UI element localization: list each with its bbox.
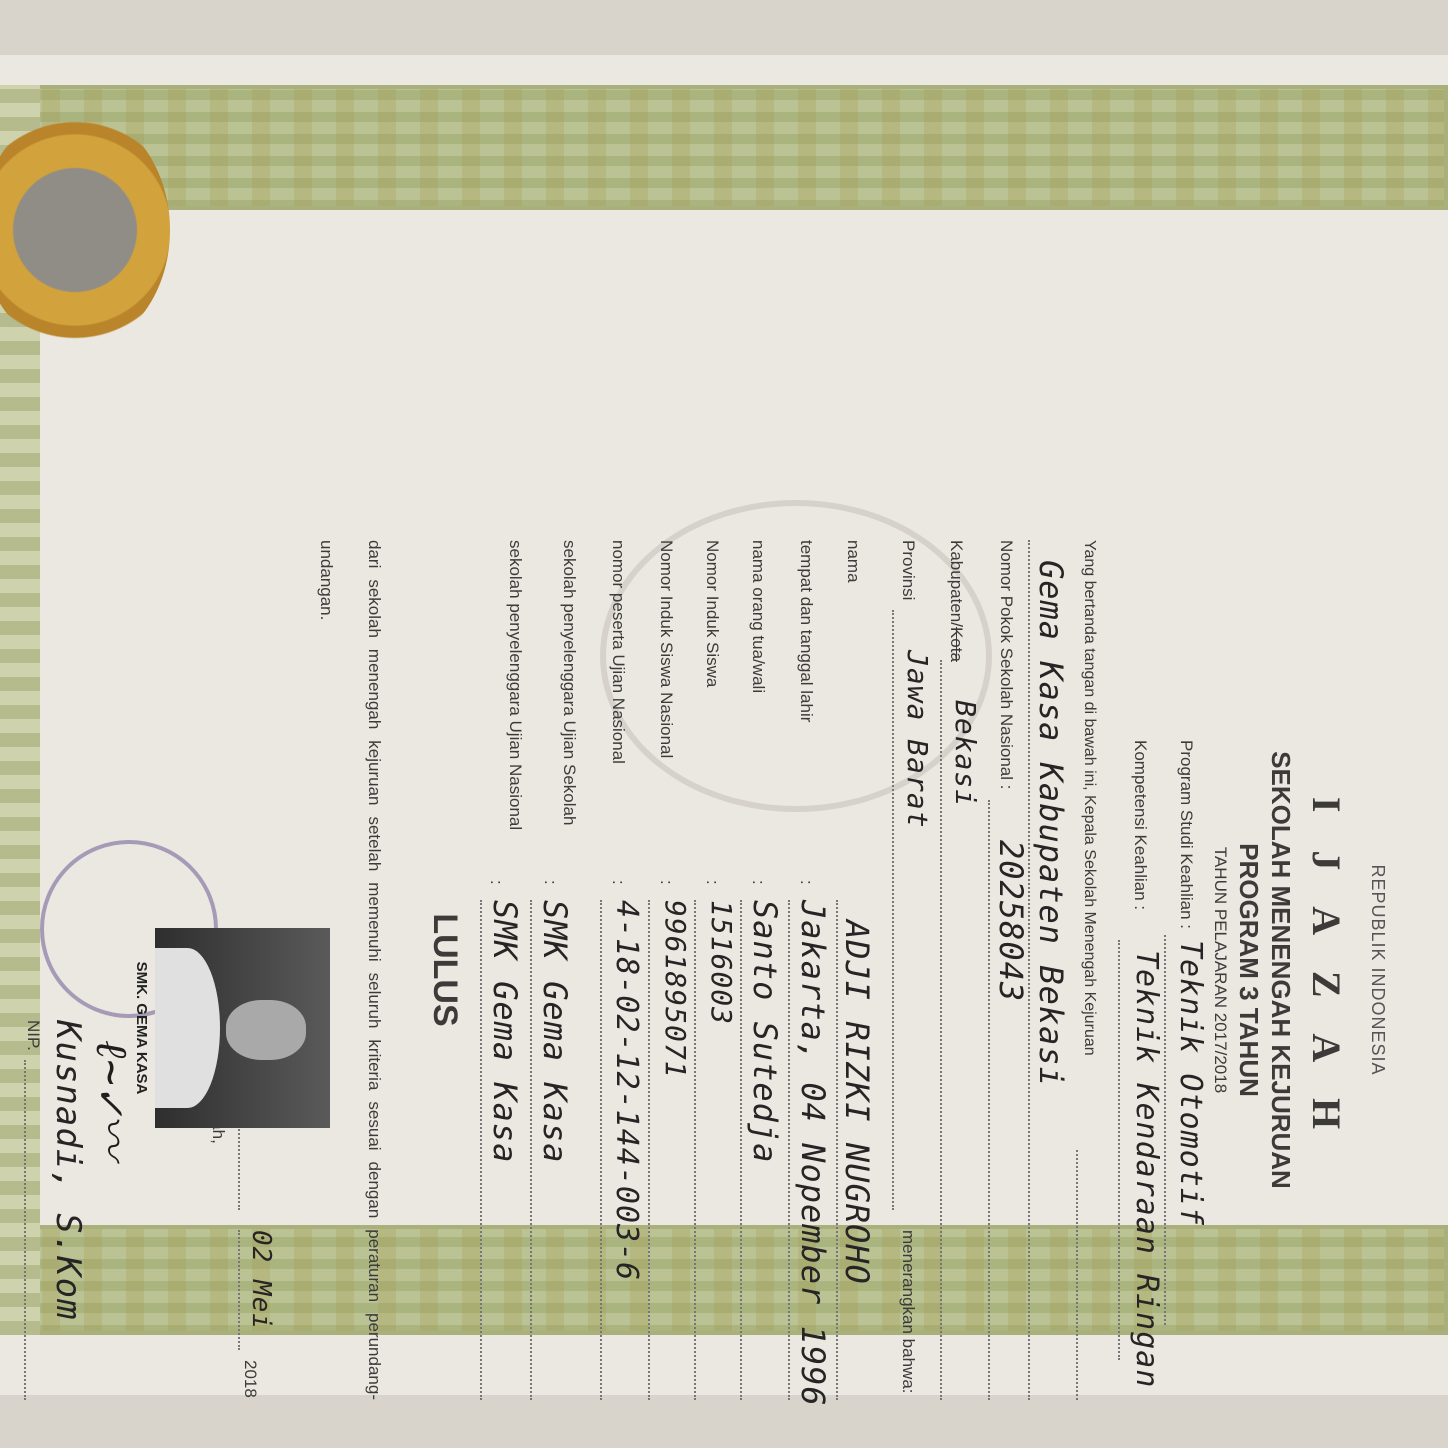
field-label-nisn: Nomor Induk Siswa Nasional — [657, 540, 676, 759]
photo-shirt — [155, 948, 220, 1108]
field-label-birth: tempat dan tanggal lahir — [797, 540, 816, 723]
school-type-title: SEKOLAH MENENGAH KEJURUAN — [1266, 751, 1296, 1189]
colon: : — [749, 880, 768, 885]
field-value-birth: Jakarta, 04 Nopember 1996 — [794, 900, 832, 1407]
kabupaten-label-text: Kabupaten/ — [947, 540, 966, 627]
student-photo — [155, 928, 330, 1128]
field-line-nis — [694, 900, 696, 1400]
field-line-birth — [788, 900, 790, 1400]
intro-line — [1076, 1150, 1078, 1400]
field-value-parent: Santo Sutedja — [746, 900, 784, 1164]
photo-face — [226, 1000, 306, 1060]
field-line-nisn — [648, 900, 650, 1400]
field-value-name: ADJI RIZKI NUGROHO — [838, 920, 876, 1285]
field-label-school-exam: sekolah penyelenggara Ujian Sekolah — [560, 540, 579, 826]
field-value-nisn: 9961895071 — [659, 900, 692, 1079]
colon: : — [487, 880, 506, 885]
field-line-school-exam — [530, 900, 532, 1400]
academic-year: TAHUN PELAJARAN 2017/2018 — [1211, 846, 1230, 1094]
country-title: REPUBLIK INDONESIA — [1368, 864, 1388, 1076]
intro-text: Yang bertanda tangan di bawah ini, Kepala Sekolah Menengah Kejuruan — [1081, 540, 1098, 1056]
competency-line — [1118, 940, 1120, 1360]
provinsi-value: Jawa Barat — [901, 650, 934, 829]
field-label-parent: nama orang tua/wali — [749, 540, 768, 694]
field-value-nis: 1516003 — [705, 900, 738, 1026]
colon: : — [541, 880, 560, 885]
signature-date-line — [238, 1230, 240, 1350]
colon: : — [609, 880, 628, 885]
competency-label: Kompetensi Keahlian : — [1131, 740, 1150, 911]
field-value-exam-number: 4-18-02-12-144-003-6 — [609, 900, 644, 1282]
field-value-school-exam: SMK Gema Kasa — [536, 900, 574, 1164]
nip-line — [24, 1060, 26, 1400]
kabupaten-value: Bekasi — [949, 700, 982, 808]
field-line-national-exam — [480, 900, 482, 1400]
provinsi-line — [892, 610, 894, 1210]
field-label-nis: Nomor Induk Siswa — [703, 540, 722, 688]
program-value: Teknik Otomotif — [1173, 940, 1208, 1226]
field-label-name: nama — [844, 540, 863, 583]
kabupaten-label — [946, 540, 966, 662]
field-line-parent — [740, 900, 742, 1400]
field-value-national-exam: SMK Gema Kasa — [486, 900, 524, 1164]
document-title: I J A Z A H — [1304, 796, 1349, 1144]
rotated-document — [24, 540, 1388, 1407]
kota-struck-text: Kota — [947, 626, 966, 662]
npsn-line — [988, 800, 990, 1400]
colon: : — [703, 880, 722, 885]
program-line — [1164, 935, 1166, 1325]
competency-value: Teknik Kendaraan Ringan — [1129, 950, 1164, 1389]
field-label-national-exam: sekolah penyelenggara Ujian Nasional — [506, 540, 525, 831]
field-line-exam-number — [600, 900, 602, 1400]
signatory-name: Kusnadi, S.Kom — [48, 1020, 88, 1321]
npsn-value: 20258043 — [992, 840, 1030, 1003]
colon: : — [797, 880, 816, 885]
provinsi-label: Provinsi — [899, 540, 918, 601]
nip-label: NIP. — [24, 1020, 43, 1051]
statement-text: dari sekolah menengah kejuruan setelah memenuhi seluruh kriteria sesuai dengan peraturan perundang-undangan. — [317, 540, 384, 1400]
signature-date: 02 Mei — [246, 1230, 276, 1330]
signature-year: 2018 — [241, 1360, 260, 1398]
program-label: Program Studi Keahlian : — [1177, 740, 1196, 929]
colon: : — [657, 880, 676, 885]
handwritten-signature: ℓ~✓〰 — [86, 1040, 137, 1160]
kabupaten-line — [940, 660, 942, 1400]
photo-school-label: SMK. GEMA KASA — [133, 961, 150, 1095]
school-name-value: Gema Kasa Kabupaten Bekasi — [1032, 560, 1070, 1087]
field-line-name — [836, 900, 838, 1400]
npsn-label: Nomor Pokok Sekolah Nasional : — [997, 540, 1016, 790]
field-label-exam-number: nomor peserta Ujian Nasional — [609, 540, 628, 764]
menerangkan-text: menerangkan bahwa: — [899, 1230, 918, 1394]
result-lulus: LULUS — [426, 913, 464, 1027]
program-title: PROGRAM 3 TAHUN — [1234, 843, 1264, 1097]
